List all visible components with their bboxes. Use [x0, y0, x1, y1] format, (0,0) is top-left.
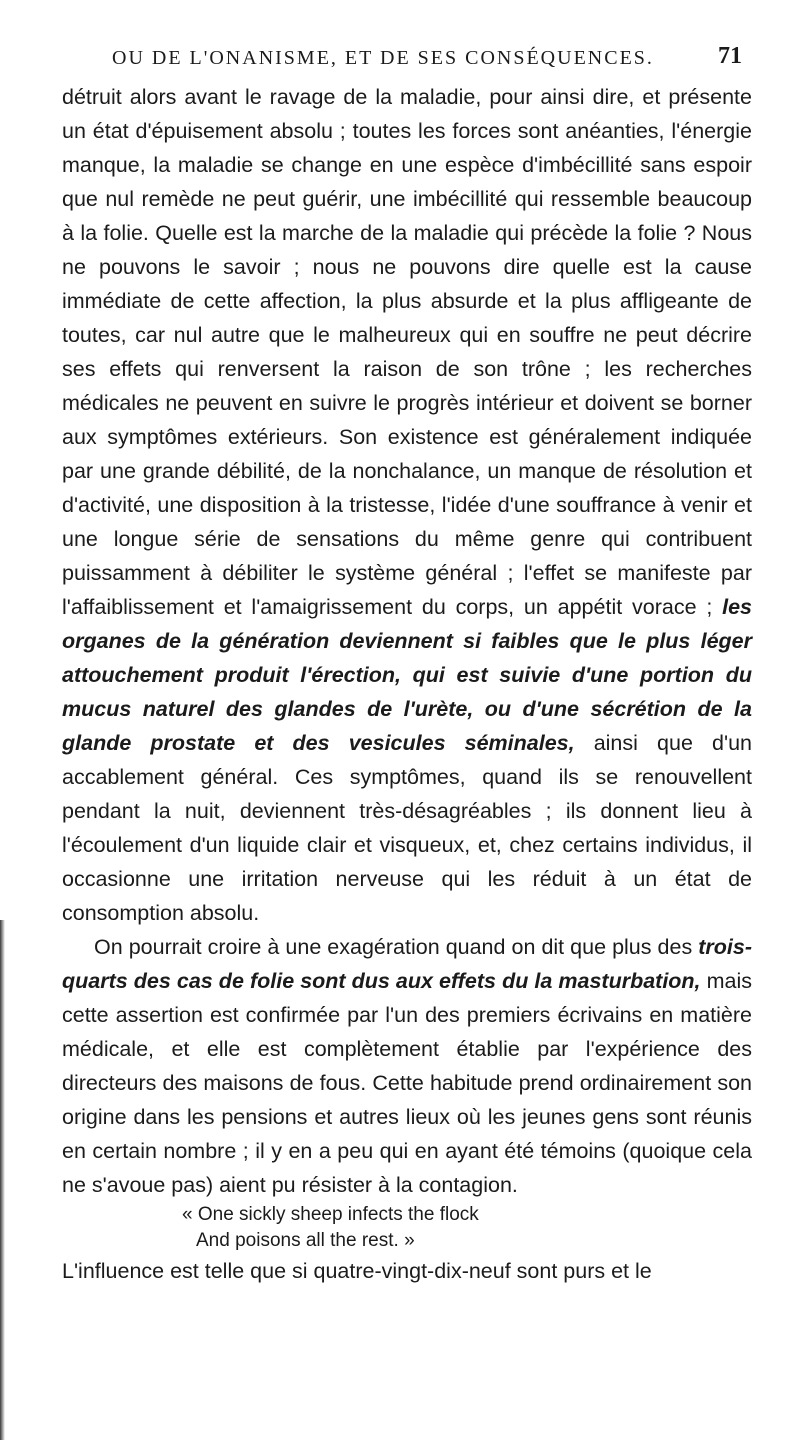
running-title: OU DE L'ONANISME, ET DE SES CONSÉQUENCES.: [112, 47, 654, 69]
paragraph-1-italic: les organes de la génération deviennent si faibles que le plus léger attouchement produit l'érection, qui est suivie d'une portion du mucus naturel des glandes de l'urète, ou d'une sécrétion de la glande prostate et des vesicules séminales,: [62, 595, 752, 755]
quote-line-1: « One sickly sheep infects the flock: [182, 1204, 479, 1225]
paragraph-1: [62, 80, 752, 930]
running-head: [112, 43, 742, 81]
paragraph-2-italic: trois-quarts des cas de folie sont dus aux effets du la masturbation,: [62, 935, 752, 993]
paragraph-1-text-b: ainsi que d'un accablement général. Ces symptômes, quand ils se renouvellent pendant la nuit, deviennent très-désagréables ; ils donnent lieu à l'écoulement d'un liquide clair et visqueux, et, chez certains individus, il occasionne une irritation nerveuse qui les réduit à un état de consomption absolu.: [62, 731, 752, 925]
paragraph-3: L'influence est telle que si quatre-vingt-dix-neuf sont purs et le: [62, 1259, 652, 1283]
body-text: [62, 80, 752, 1288]
paragraph-2-text-a: On pourrait croire à une exagération quand on dit que plus des: [94, 935, 699, 959]
quote-line-2: And poisons all the rest. »: [196, 1230, 415, 1251]
paragraph-2-text-b: mais cette assertion est confirmée par l'un des premiers écrivains en matière médicale, et elle est complètement établie par l'expérience des directeurs des maisons de fous. Cette habitude prend ordinairement son origine dans les pensions et autres lieux où les jeunes gens sont réunis en certain nombre ; il y en a peu qui en ayant été témoins (quoique cela ne s'avoue pas) aient pu résister à la contagion.: [62, 969, 752, 1197]
paragraph-2: [62, 930, 752, 1202]
english-quote: [62, 1202, 752, 1254]
paragraph-1-text-a: détruit alors avant le ravage de la maladie, pour ainsi dire, et présente un état d'épuisement absolu ; toutes les forces sont anéanties, l'énergie manque, la maladie se change en une espèce d'imbécillité sans espoir que nul remède ne peut guérir, une imbécillité qui ressemble beaucoup à la folie. Quelle est la marche de la maladie qui précède la folie ? Nous ne pouvons le savoir ; nous ne pouvons dire quelle est la cause immédiate de cette affection, la plus absurde et la plus affligeante de toutes, car nul autre que le malheureux qui en souffre ne peut décrire ses effets qui renversent la raison de son trône ; les recherches médicales ne peuvent en suivre le progrès intérieur et doivent se borner aux symptômes extérieurs. Son existence est généralement indiquée par une grande débilité, de la nonchalance, un manque de résolution et d'activité, une disposition à la tristesse, l'idée d'une souffrance à venir et une longue série de sensations du même genre qui contribuent puissamment à débiliter le système général ; l'effet se manifeste par l'affaiblissement et l'amaigrissement du corps, un appétit vorace ;: [62, 85, 752, 619]
page-number: 71: [718, 43, 742, 69]
binding-shadow: [0, 920, 5, 1440]
